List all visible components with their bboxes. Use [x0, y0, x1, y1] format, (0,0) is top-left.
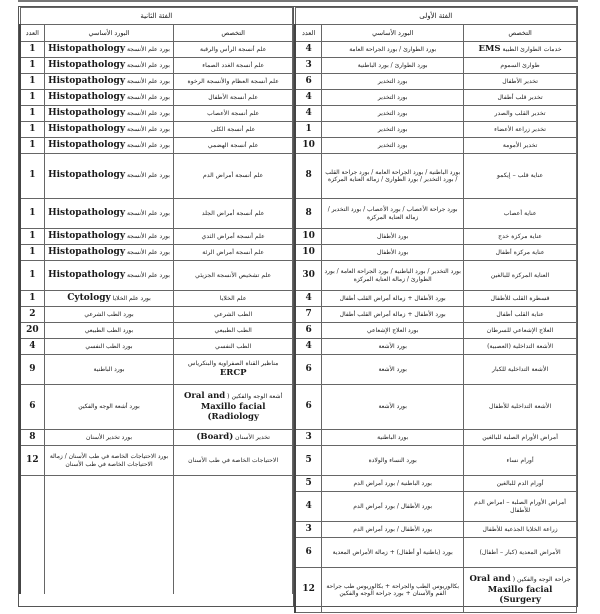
specialty-cell: عناية مركزة خدج [464, 229, 577, 245]
base-board-cell: بورد تخدير الأسنان [44, 430, 174, 446]
specialty-cell: علم أنسجة أمراض الرئة [174, 245, 293, 261]
specialty-cell: طوارئ السموم [464, 58, 577, 74]
base-board-cell: بورد علم الأنسجة Histopathology [44, 261, 174, 291]
latin-term: Histopathology [48, 170, 126, 181]
count-cell: 6 [295, 74, 322, 90]
table-row [295, 122, 577, 138]
base-board-cell: بورد الأشعة [322, 385, 464, 430]
specialty-cell: تخدير قلب أطفال [464, 90, 577, 106]
table-row [295, 90, 577, 106]
base-board-cell: بورد الأطفال + زمالة أمراض القلب أطفال [322, 291, 464, 307]
latin-term: Histopathology [48, 139, 126, 150]
specialty-cell: علم أنسجة أمراض الجلد [174, 199, 293, 229]
latin-term: Histopathology [48, 230, 126, 241]
base-board-cell: بورد الأطفال [322, 229, 464, 245]
specialty-cell: الطب الطبيعي [174, 323, 293, 339]
base-board-cell: بورد الطوارئ / بورد الباطنية [322, 58, 464, 74]
base-board-cell: بورد التخدير [322, 138, 464, 154]
table-row [295, 492, 577, 522]
table-row [20, 291, 293, 307]
count-cell: 3 [295, 58, 322, 74]
base-board-cell: بورد التخدير [322, 74, 464, 90]
count-cell: 1 [20, 291, 44, 307]
count-cell: 12 [20, 446, 44, 476]
specialty-cell: الطب الشرعي [174, 307, 293, 323]
count-cell: 4 [295, 106, 322, 122]
table-row [20, 199, 293, 229]
base-board-cell: بورد جراحة الأعصاب / بورد الأعصاب / بورد التخدير / زمالة العناية المركزة [322, 199, 464, 229]
base-board-cell: بورد علم الأنسجة Histopathology [44, 122, 174, 138]
latin-term: (Board) [196, 432, 234, 443]
specialty-cell: الاحتياجات الخاصة في طب الأسنان [174, 446, 293, 476]
base-board-cell: بورد علم الأنسجة Histopathology [44, 199, 174, 229]
latin-term: Histopathology [48, 246, 126, 257]
base-board-cell: بورد علم الخلايا Cytology [44, 291, 174, 307]
latin-term: Histopathology [48, 269, 126, 280]
table-row [295, 106, 577, 122]
table-row [20, 74, 293, 90]
specialty-cell: علم أنسجة الأعصاب [174, 106, 293, 122]
latin-term: Histopathology [48, 75, 126, 86]
table-row [295, 291, 577, 307]
specialty-cell: تخدير القلب والصدر [464, 106, 577, 122]
count-cell: 8 [20, 430, 44, 446]
specialty-cell: أورام الدم للبالغين [464, 476, 577, 492]
count-cell: 3 [295, 522, 322, 538]
table-row [20, 138, 293, 154]
table-row [20, 261, 293, 291]
count-cell: 1 [20, 229, 44, 245]
specialty-cell: علم أنسجة أمراض الثدي [174, 229, 293, 245]
table-row [20, 42, 293, 58]
table-row [295, 446, 577, 476]
base-board-cell: بورد علم الأنسجة Histopathology [44, 74, 174, 90]
count-cell: 1 [20, 261, 44, 291]
base-board-cell: بورد علم الأنسجة Histopathology [44, 138, 174, 154]
base-board-cell: بورد الباطنية / بورد الجراحة العامة / بورد جراحة القلب / بورد التخدير / بورد الطوارئ / زمالة العناية المركزة [322, 154, 464, 199]
base-board-cell: بورد علم الأنسجة Histopathology [44, 90, 174, 106]
header-base-board: البورد الأساسي [322, 25, 464, 42]
specialty-cell: عناية قلب – إيكمو [464, 154, 577, 199]
specialty-cell: جراحة الوجه والفكين ( Oral and Maxillo facial Surgery) [464, 568, 577, 613]
count-cell: 1 [20, 58, 44, 74]
table-row [295, 42, 577, 58]
specialty-cell: تخدير الأسنان (Board) [174, 430, 293, 446]
base-board-cell: بورد (باطنية أو أطفال) + زمالة الأمراض المعدية [322, 538, 464, 568]
table-row [20, 229, 293, 245]
table-row [20, 355, 293, 385]
count-cell: 1 [295, 122, 322, 138]
base-board-cell: بورد علم الأنسجة Histopathology [44, 106, 174, 122]
table-row [295, 229, 577, 245]
first-group-table [294, 6, 578, 607]
table-row [295, 58, 577, 74]
empty-cell [174, 476, 293, 594]
latin-term: Cytology [67, 292, 111, 303]
specialty-cell: علم أنسجة الهضمي [174, 138, 293, 154]
empty-cell [20, 476, 44, 594]
count-cell: 4 [295, 42, 322, 58]
count-cell: 20 [20, 323, 44, 339]
table-row [295, 138, 577, 154]
count-cell: 1 [20, 154, 44, 199]
latin-term: Oral and Maxillo facial Radiology) [183, 391, 266, 423]
count-cell: 6 [295, 385, 322, 430]
base-board-cell: بورد الطب الطبيعي [44, 323, 174, 339]
table-row [20, 307, 293, 323]
table-row [20, 106, 293, 122]
header-specialty: التخصص [174, 25, 293, 42]
base-board-cell: بورد علم الأنسجة Histopathology [44, 245, 174, 261]
latin-term: Histopathology [48, 43, 126, 54]
specialty-cell: عناية مركزة أطفال [464, 245, 577, 261]
empty-cell [44, 476, 174, 594]
count-cell: 3 [295, 430, 322, 446]
top-rule [18, 0, 578, 2]
count-cell: 1 [20, 245, 44, 261]
table-row [20, 154, 293, 199]
count-cell: 1 [20, 42, 44, 58]
base-board-cell: بورد الباطنية / بورد أمراض الدم [322, 476, 464, 492]
count-cell: 10 [295, 245, 322, 261]
latin-term: Histopathology [48, 123, 126, 134]
specialty-cell: أمراض الأورام الصلبة للبالغين [464, 430, 577, 446]
specialty-cell: العلاج الإشعاعي للسرطان [464, 323, 577, 339]
base-board-cell: بورد التخدير [322, 90, 464, 106]
table-row [20, 58, 293, 74]
table-row [295, 430, 577, 446]
specialty-cell: أورام نساء [464, 446, 577, 476]
table-row [295, 323, 577, 339]
specialty-cell: زراعة الخلايا الجذعية للأطفال [464, 522, 577, 538]
latin-term: EMS [478, 44, 501, 55]
count-cell: 10 [295, 138, 322, 154]
specialty-cell: علم أنسجة الغدد الصماء [174, 58, 293, 74]
latin-term: ERCP [219, 368, 247, 379]
table-row [295, 245, 577, 261]
specialty-cell: تخدير الأمومة [464, 138, 577, 154]
base-board-cell: بورد النساء والولادة [322, 446, 464, 476]
count-cell: 1 [20, 90, 44, 106]
base-board-cell: بورد الأطفال / بورد أمراض الدم [322, 492, 464, 522]
base-board-cell: بورد الطب النفسي [44, 339, 174, 355]
table-row [295, 522, 577, 538]
count-cell: 4 [295, 90, 322, 106]
table-row [20, 385, 293, 430]
header-count: العدد [20, 25, 44, 42]
latin-term: Histopathology [48, 107, 126, 118]
count-cell: 1 [20, 138, 44, 154]
base-board-cell: بورد علم الأنسجة Histopathology [44, 42, 174, 58]
count-cell: 10 [295, 229, 322, 245]
base-board-cell: بورد الطوارئ / بورد الجراحة العامة [322, 42, 464, 58]
second-group-table [18, 6, 294, 607]
count-cell: 12 [295, 568, 322, 613]
specialty-cell: الطب النفسي [174, 339, 293, 355]
specialty-cell: علم أنسجة الرأس والرقبة [174, 42, 293, 58]
base-board-cell: بورد الباطنية [44, 355, 174, 385]
base-board-cell: بورد الأشعة [322, 355, 464, 385]
count-cell: 4 [295, 492, 322, 522]
second-group-title: الفئة الثانية [20, 8, 293, 25]
count-cell: 6 [295, 355, 322, 385]
specialty-cell: أشعة الوجه والفكين ( Oral and Maxillo facial Radiology) [174, 385, 293, 430]
header-base-board: البورد الأساسي [44, 25, 174, 42]
specialty-cell: علم الخلايا [174, 291, 293, 307]
count-cell: 1 [20, 199, 44, 229]
count-cell: 5 [295, 446, 322, 476]
base-board-cell: بكالوريوس الطب والجراحة + بكالوريوس طب جراحة الفم والأسنان + بورد جراحة الوجه والفكين [322, 568, 464, 613]
count-cell: 7 [295, 307, 322, 323]
base-board-cell: بورد علم الأنسجة Histopathology [44, 58, 174, 74]
empty-row [20, 476, 293, 594]
table-row [295, 154, 577, 199]
specialty-cell: علم أنسجة الكلى [174, 122, 293, 138]
specialty-cell: أمراض الأورام الصلبة – امراض الدم للأطفال [464, 492, 577, 522]
table-row [295, 261, 577, 291]
table-row [295, 339, 577, 355]
base-board-cell: بورد علم الأنسجة Histopathology [44, 229, 174, 245]
base-board-cell: بورد التخدير [322, 106, 464, 122]
specialty-cell: الأشعة التداخلية للكبار [464, 355, 577, 385]
specialty-cell: تخدير زراعة الأعضاء [464, 122, 577, 138]
specialty-cell: علم أنسجة الأطفال [174, 90, 293, 106]
table-row [295, 568, 577, 613]
specialty-cell: العناية المركزة للبالغين [464, 261, 577, 291]
table-row [295, 199, 577, 229]
base-board-cell: بورد علم الأنسجة Histopathology [44, 154, 174, 199]
specialty-cell: عناية أعصاب [464, 199, 577, 229]
base-board-cell: بورد الأطفال + زمالة أمراض القلب أطفال [322, 307, 464, 323]
table-row [295, 385, 577, 430]
table-row [20, 339, 293, 355]
latin-term: Histopathology [48, 59, 126, 70]
count-cell: 1 [20, 106, 44, 122]
latin-term: Histopathology [48, 207, 126, 218]
count-cell: 6 [295, 538, 322, 568]
table-row [295, 355, 577, 385]
specialty-cell: عناية القلب أطفال [464, 307, 577, 323]
base-board-cell: بورد الاحتياجات الخاصة في طب الأسنان / زمالة الاحتياجات الخاصة في طب الأسنان [44, 446, 174, 476]
table-row [20, 90, 293, 106]
table-row [20, 446, 293, 476]
count-cell: 4 [295, 291, 322, 307]
table-row [20, 122, 293, 138]
table-row [20, 323, 293, 339]
specialty-cell: تخدير الأطفال [464, 74, 577, 90]
header-count: العدد [295, 25, 322, 42]
specialty-cell: الأشعة التداخلية (العصبية) [464, 339, 577, 355]
header-specialty: التخصص [464, 25, 577, 42]
specialty-cell: علم أنسجة العظام والأنسجة الرخوة [174, 74, 293, 90]
table-row [295, 538, 577, 568]
specialty-cell: مناظير القناة الصفراوية والبنكرياس ERCP [174, 355, 293, 385]
specialty-cell: خدمات الطوارئ الطبية EMS [464, 42, 577, 58]
latin-term: Histopathology [48, 91, 126, 102]
base-board-cell: بورد الطب الشرعي [44, 307, 174, 323]
specialty-cell: علم أنسجة أمراض الدم [174, 154, 293, 199]
base-board-cell: بورد الباطنية [322, 430, 464, 446]
count-cell: 6 [20, 385, 44, 430]
latin-term: Oral and Maxillo facial Surgery) [469, 574, 553, 606]
table-row [295, 74, 577, 90]
base-board-cell: بورد الأطفال / بورد أمراض الدم [322, 522, 464, 538]
count-cell: 30 [295, 261, 322, 291]
specialty-cell: الأشعة التداخلية للأطفال [464, 385, 577, 430]
base-board-cell: بورد التخدير [322, 122, 464, 138]
count-cell: 6 [295, 323, 322, 339]
table-row [20, 430, 293, 446]
count-cell: 5 [295, 476, 322, 492]
base-board-cell: بورد التخدير / بورد الباطنية / بورد الجراحة العامة / بورد الطوارئ / زمالة العناية المركزة [322, 261, 464, 291]
specialty-cell: علم تشخيص الأنسجة الجزيئي [174, 261, 293, 291]
table-row [20, 245, 293, 261]
base-board-cell: بورد العلاج الإشعاعي [322, 323, 464, 339]
table-row [295, 307, 577, 323]
table-row [295, 476, 577, 492]
count-cell: 8 [295, 154, 322, 199]
specialty-cell: قسطرة القلب للأطفال [464, 291, 577, 307]
specialty-cell: الأمراض المعدية (كبار – أطفال) [464, 538, 577, 568]
first-group-title: الفئة الأولى [295, 8, 577, 25]
count-cell: 1 [20, 74, 44, 90]
count-cell: 4 [20, 339, 44, 355]
base-board-cell: بورد الأطفال [322, 245, 464, 261]
count-cell: 1 [20, 122, 44, 138]
count-cell: 2 [20, 307, 44, 323]
base-board-cell: بورد الأشعة [322, 339, 464, 355]
count-cell: 8 [295, 199, 322, 229]
base-board-cell: بورد أشعة الوجه والفكين [44, 385, 174, 430]
count-cell: 9 [20, 355, 44, 385]
count-cell: 4 [295, 339, 322, 355]
